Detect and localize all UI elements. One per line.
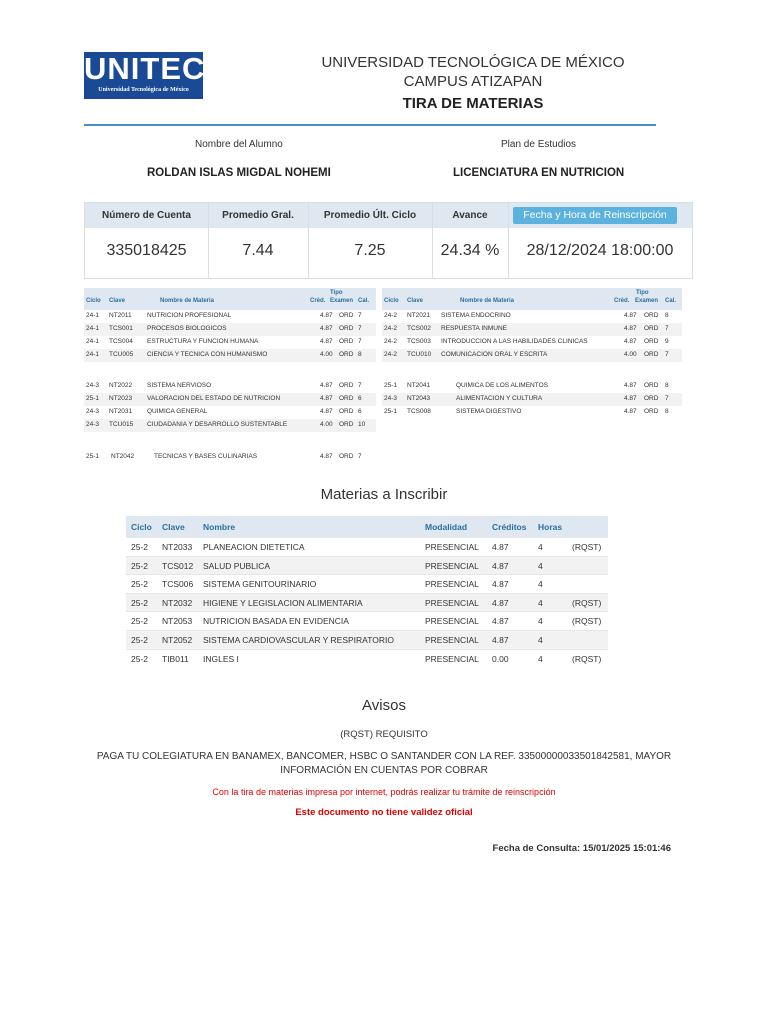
inscribir-cell: PRESENCIAL: [425, 653, 479, 664]
course-cell: 4.87: [320, 312, 333, 319]
col-ciclo: Ciclo: [384, 298, 399, 304]
course-cell: TCU005: [109, 351, 134, 358]
inscribir-cell: SISTEMA CARDIOVASCULAR Y RESPIRATORIO: [203, 635, 394, 645]
summary-ultimo-ciclo-value: 7.25: [354, 242, 386, 259]
course-cell: ORD: [644, 408, 659, 415]
summary-promedio-value: 7.44: [242, 242, 274, 259]
inscribir-cell: 25-2: [131, 616, 149, 627]
course-cell: 24-1: [86, 325, 100, 332]
course-cell: TCS004: [109, 338, 133, 345]
col-tipo: Tipo: [636, 290, 649, 296]
courses-left-header: [84, 288, 376, 310]
inscribir-cell: 4.87: [492, 542, 509, 552]
summary-cuenta-label: Número de Cuenta: [102, 210, 191, 221]
inscribir-cell: NT2053: [162, 616, 193, 627]
course-cell: ORD: [339, 408, 354, 415]
col-tipo: Tipo: [330, 290, 343, 296]
col-cal: Cal.: [665, 298, 677, 304]
inscribir-cell: (RQST): [572, 653, 602, 664]
course-cell: ORD: [644, 395, 659, 402]
summary-avance-label: Avance: [452, 210, 488, 221]
course-cell: ORD: [339, 382, 354, 389]
course-cell: 10: [358, 421, 366, 428]
pago-line-1: PAGA TU COLEGIATURA EN BANAMEX, BANCOMER, HSBC O SANTANDER CON LA REF. 33500000033501842581, MAYOR: [96, 751, 672, 762]
course-cell: SISTEMA DIGESTIVO: [456, 408, 522, 415]
inscribir-cell: INGLES I: [203, 653, 239, 664]
course-row: [84, 336, 376, 349]
course-cell: ORD: [644, 351, 659, 358]
course-cell: NT2022: [109, 382, 133, 389]
course-cell: 4.87: [320, 395, 333, 402]
courses-right-header: [382, 288, 682, 310]
course-cell: ORD: [339, 338, 354, 345]
course-cell: 7: [358, 382, 362, 389]
inscribir-cell: PRESENCIAL: [425, 579, 479, 590]
course-cell: 24-2: [384, 338, 398, 345]
course-cell: 6: [358, 395, 362, 402]
course-cell: 7: [665, 325, 669, 332]
course-cell: 4.87: [320, 453, 333, 460]
inscribir-cell: SISTEMA GENITOURINARIO: [203, 579, 317, 590]
col-clave: Clave: [109, 298, 126, 304]
course-cell: 24-2: [384, 325, 398, 332]
course-cell: SISTEMA NERVIOSO: [147, 382, 212, 389]
inscribir-cell: 4.87: [492, 597, 509, 608]
inscribir-cell: 25-2: [131, 579, 149, 590]
inscribir-cell: NT2033: [162, 542, 193, 552]
course-cell: QUIMICA GENERAL: [147, 408, 208, 415]
inscribir-cell: 4: [538, 579, 543, 590]
course-cell: 4.87: [320, 338, 333, 345]
course-cell: 4.87: [624, 325, 637, 332]
ih-clave: Clave: [162, 522, 185, 532]
course-cell: 4.87: [320, 382, 333, 389]
summary-cuenta-value: 335018425: [106, 242, 187, 259]
student-name-label: Nombre del Alumno: [195, 139, 283, 150]
col-clave: Clave: [407, 298, 424, 304]
course-cell: 8: [665, 312, 669, 319]
ih-nombre: Nombre: [203, 522, 236, 532]
course-cell: SISTEMA ENDOCRINO: [441, 312, 511, 319]
course-cell: NUTRICION PROFESIONAL: [147, 312, 232, 319]
university-name: UNIVERSIDAD TECNOLÓGICA DE MÉXICO: [321, 54, 625, 71]
campus-name: CAMPUS ATIZAPAN: [403, 73, 543, 90]
header-divider: [84, 124, 656, 126]
inscribir-cell: TCS012: [162, 560, 194, 571]
inscribir-cell: PRESENCIAL: [425, 597, 479, 608]
course-cell: 24-3: [86, 382, 100, 389]
summary-ultimo-ciclo-label: Promedio Últ. Ciclo: [323, 210, 417, 221]
course-cell: PROCESOS BIOLOGICOS: [147, 325, 227, 332]
validez-notice: Este documento no tiene validez oficial: [295, 807, 473, 818]
student-name: ROLDAN ISLAS MIGDAL NOHEMI: [147, 167, 331, 179]
course-cell: COMUNICACION ORAL Y ESCRITA: [441, 351, 548, 358]
course-cell: NT2011: [109, 312, 132, 319]
col-examen: Examen: [635, 298, 659, 304]
inscribir-row: [126, 593, 608, 612]
course-cell: TCU015: [109, 421, 134, 428]
inscribir-cell: (RQST): [572, 616, 602, 627]
course-cell: ORD: [339, 421, 354, 428]
inscribir-cell: 4.87: [492, 635, 509, 645]
course-cell: 24-2: [384, 312, 398, 319]
inscribir-row: [126, 556, 608, 575]
course-cell: 24-3: [384, 395, 398, 402]
ih-modalidad: Modalidad: [425, 522, 468, 532]
inscribir-cell: SALUD PUBLICA: [203, 560, 271, 571]
inscribir-cell: TCS006: [162, 579, 194, 590]
course-cell: ORD: [339, 395, 354, 402]
ih-horas: Horas: [538, 522, 563, 532]
course-cell: 8: [665, 408, 669, 415]
course-cell: TCS001: [109, 325, 133, 332]
inscribir-cell: 4.87: [492, 560, 509, 571]
course-cell: 24-1: [86, 351, 100, 358]
course-cell: 9: [665, 338, 669, 345]
summary-cuenta: [85, 203, 209, 278]
inscribir-cell: 25-2: [131, 560, 149, 571]
requisito-note: (RQST) REQUISITO: [340, 729, 428, 740]
inscribir-cell: PRESENCIAL: [425, 542, 479, 552]
course-cell: NT2043: [407, 395, 431, 402]
course-cell: CIUDADANIA Y DESARROLLO SUSTENTABLE: [147, 421, 288, 428]
col-cred: Créd.: [614, 298, 630, 304]
course-cell: INTRODUCCION A LAS HABILIDADES CLINICAS: [441, 338, 588, 345]
pago-line-2: INFORMACIÓN EN CUENTAS POR COBRAR: [280, 765, 488, 776]
inscribir-cell: PRESENCIAL: [425, 616, 479, 627]
summary-promedio: [208, 203, 309, 278]
course-cell: ORD: [339, 325, 354, 332]
course-row: [382, 380, 682, 393]
course-row: [382, 393, 682, 406]
col-nombre: Nombre de Materia: [160, 298, 215, 304]
course-cell: 4.87: [624, 408, 637, 415]
inscribir-row: [126, 630, 608, 649]
course-cell: NT2021: [407, 312, 431, 319]
course-cell: ORD: [339, 351, 354, 358]
inscribir-row: [126, 574, 608, 593]
course-cell: CIENCIA Y TECNICA CON HUMANISMO: [147, 351, 268, 358]
course-cell: ORD: [644, 382, 659, 389]
course-cell: ORD: [644, 325, 659, 332]
course-cell: 4.87: [320, 325, 333, 332]
course-cell: 25-1: [86, 395, 100, 402]
course-cell: TCU010: [407, 351, 432, 358]
course-cell: NT2042: [111, 453, 135, 460]
course-cell: QUIMICA DE LOS ALIMENTOS: [456, 382, 548, 389]
course-cell: 25-1: [384, 408, 398, 415]
course-row: [84, 380, 376, 393]
plan-name: LICENCIATURA EN NUTRICION: [453, 167, 625, 179]
inscribir-cell: PRESENCIAL: [425, 635, 479, 645]
summary-reinscripcion: [508, 203, 692, 278]
inscribir-title: Materias a Inscribir: [320, 486, 448, 503]
inscribir-cell: 25-2: [131, 635, 149, 645]
inscribir-row: [126, 649, 608, 668]
course-row: [84, 310, 376, 323]
inscribir-cell: (RQST): [572, 542, 602, 552]
course-cell: RESPUESTA INMUNE: [441, 325, 507, 332]
ih-creditos: Créditos: [492, 522, 527, 532]
course-cell: 6: [358, 408, 362, 415]
course-row: [382, 310, 682, 323]
course-cell: ORD: [644, 312, 659, 319]
course-row: [84, 419, 376, 432]
inscribir-cell: 4: [538, 597, 543, 608]
course-row: [84, 393, 376, 406]
internet-notice: Con la tira de materias impresa por internet, podrás realizar tu trámite de reinscripción: [212, 787, 556, 797]
course-cell: ESTRUCTURA Y FUNCION HUMANA: [147, 338, 259, 345]
course-row: [84, 349, 376, 362]
course-cell: NT2031: [109, 408, 133, 415]
col-ciclo: Ciclo: [86, 298, 101, 304]
course-cell: 24-3: [86, 421, 100, 428]
inscribir-cell: 25-2: [131, 653, 149, 664]
course-cell: 24-2: [384, 351, 398, 358]
summary-promedio-label: Promedio Gral.: [222, 210, 294, 221]
course-cell: 8: [665, 382, 669, 389]
inscribir-cell: 0.00: [492, 653, 509, 664]
course-cell: TECNICAS Y BASES CULINARIAS: [154, 453, 258, 460]
course-cell: 4.00: [624, 351, 637, 358]
course-cell: 24-3: [86, 408, 100, 415]
course-cell: ALIMENTACION Y CULTURA: [456, 395, 543, 402]
course-row: [382, 323, 682, 336]
inscribir-cell: PLANEACION DIETETICA: [203, 542, 305, 552]
inscribir-cell: (RQST): [572, 597, 602, 608]
course-cell: 7: [665, 395, 669, 402]
course-cell: 7: [358, 453, 362, 460]
plan-label: Plan de Estudios: [501, 139, 577, 150]
course-cell: 7: [358, 325, 362, 332]
summary-avance-value: 24.34 %: [440, 242, 500, 259]
inscribir-cell: 4: [538, 635, 543, 645]
inscribir-cell: 4.87: [492, 579, 509, 590]
course-cell: 4.00: [320, 351, 333, 358]
course-cell: 7: [665, 351, 669, 358]
inscribir-cell: TIB011: [162, 653, 189, 664]
inscribir-cell: NT2052: [162, 635, 193, 645]
course-row: [382, 406, 682, 419]
course-row: [84, 323, 376, 336]
inscribir-cell: 4: [538, 616, 543, 627]
fecha-consulta: Fecha de Consulta: 15/01/2025 15:01:46: [492, 843, 671, 854]
inscribir-cell: HIGIENE Y LEGISLACION ALIMENTARIA: [203, 597, 363, 608]
inscribir-cell: NT2032: [162, 597, 193, 608]
summary-ultimo-ciclo: [308, 203, 433, 278]
course-cell: 4.87: [624, 338, 637, 345]
inscribir-row: [126, 537, 608, 556]
course-row: [84, 451, 376, 464]
course-row: [382, 336, 682, 349]
course-cell: 7: [358, 312, 362, 319]
course-cell: 4.87: [624, 312, 637, 319]
summary-table: [84, 202, 693, 279]
inscribir-row: [126, 611, 608, 630]
course-cell: 24-1: [86, 312, 100, 319]
course-cell: ORD: [644, 338, 659, 345]
course-cell: 4.00: [320, 421, 333, 428]
reinscripcion-badge: Fecha y Hora de Reinscripción: [513, 207, 677, 224]
course-cell: 4.87: [624, 382, 637, 389]
inscribir-cell: 4: [538, 542, 543, 552]
course-cell: ORD: [339, 453, 354, 460]
course-cell: 25-1: [384, 382, 398, 389]
course-cell: TCS003: [407, 338, 431, 345]
inscribir-cell: PRESENCIAL: [425, 560, 479, 571]
logo-text: UNITEC: [84, 51, 206, 86]
course-cell: VALORACION DEL ESTADO DE NUTRICION: [147, 395, 281, 402]
summary-avance: [432, 203, 509, 278]
course-cell: 7: [358, 338, 362, 345]
course-cell: ORD: [339, 312, 354, 319]
logo-subtext: Universidad Tecnológica de México: [98, 87, 189, 93]
course-row: [382, 349, 682, 362]
course-cell: TCS008: [407, 408, 431, 415]
page-title: TIRA DE MATERIAS: [402, 95, 544, 112]
col-cal: Cal.: [358, 298, 370, 304]
course-row: [84, 406, 376, 419]
inscribir-cell: 4: [538, 653, 543, 664]
inscribir-cell: 25-2: [131, 542, 149, 552]
avisos-title: Avisos: [362, 697, 406, 714]
inscribir-cell: 4.87: [492, 616, 509, 627]
inscribir-cell: NUTRICION BASADA EN EVIDENCIA: [203, 616, 349, 627]
unitec-logo: [84, 51, 206, 99]
inscribir-cell: 25-2: [131, 597, 149, 608]
course-cell: 24-1: [86, 338, 100, 345]
course-cell: 4.87: [624, 395, 637, 402]
col-cred: Créd.: [310, 298, 326, 304]
course-cell: TCS002: [407, 325, 431, 332]
course-cell: 4.87: [320, 408, 333, 415]
course-cell: NT2041: [407, 382, 431, 389]
col-examen: Examen: [330, 298, 354, 304]
course-cell: 25-1: [86, 453, 100, 460]
course-cell: NT2023: [109, 395, 133, 402]
summary-reinscripcion-value: 28/12/2024 18:00:00: [526, 242, 674, 259]
inscribir-header: [126, 516, 608, 537]
course-cell: 8: [358, 351, 362, 358]
ih-ciclo: Ciclo: [131, 522, 152, 532]
col-nombre: Nombre de Materia: [460, 298, 515, 304]
inscribir-cell: 4: [538, 560, 543, 571]
